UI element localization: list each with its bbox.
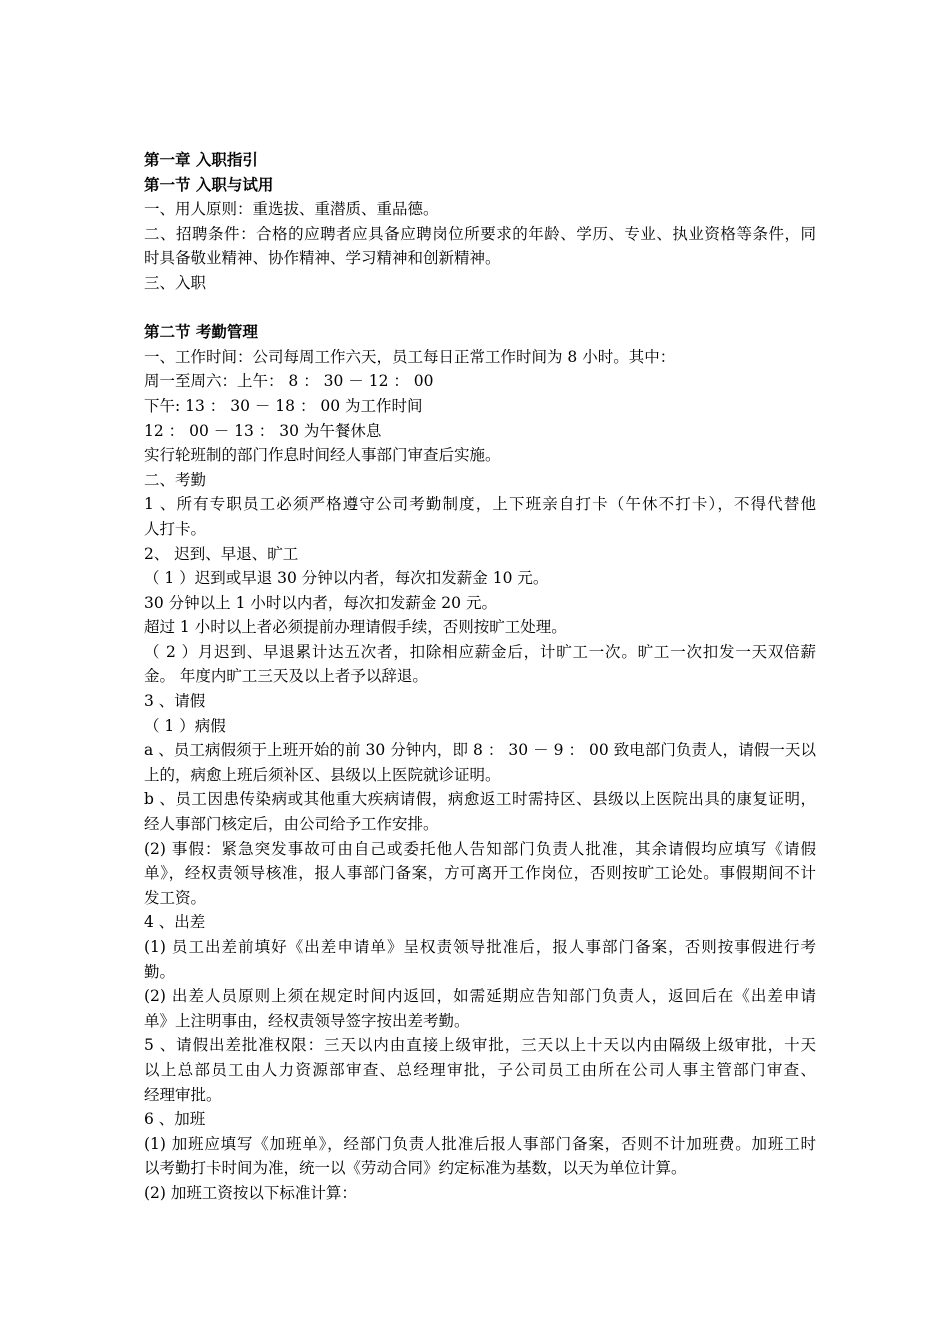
section2-title: 第二节 考勤管理: [144, 322, 258, 342]
lateness-rule-3: 超过 1 小时以上者必须提前办理请假手续，否则按旷工处理。: [144, 618, 567, 637]
leave-heading: 3 、请假: [144, 692, 206, 711]
overtime-1-line2: 以考勤打卡时间为准，统一以《劳动合同》约定标准为基数，以天为单位计算。: [144, 1159, 687, 1178]
overtime-2: (2) 加班工资按以下标准计算：: [144, 1183, 357, 1202]
work-time: 一、工作时间：公司每周工作六天，员工每日正常工作时间为 8 小时。其中：: [144, 347, 676, 366]
business-trip-heading: 4 、出差: [144, 913, 206, 932]
morning-hours: 周一至周六：上午： 8 ： 30 － 12 ： 00: [144, 372, 434, 391]
sick-leave-b-line2: 经人事部门核定后，由公司给予工作安排。: [144, 815, 439, 834]
business-trip-1-line1: (1) 员工出差前填好《出差申请单》呈权责领导批准后，报人事部门备案，否则按事假进行考: [144, 938, 816, 956]
chapter-title: 第一章 入职指引: [144, 150, 258, 169]
hiring-principle: 一、用人原则：重选拔、重潜质、重品德。: [144, 200, 439, 219]
lateness-rule-1: （ 1 ）迟到或早退 30 分钟以内者，每次扣发薪金 10 元。: [144, 569, 549, 588]
absence-rule-line2: 金。 年度内旷工三天及以上者予以辞退。: [144, 667, 428, 686]
absence-rule-line1: （ 2 ）月迟到、早退累计达五次者，扣除相应薪金后，计旷工一次。旷工一次扣发一天双倍薪: [144, 642, 816, 661]
recruitment-conditions-line1: 二、招聘条件：合格的应聘者应具备应聘岗位所要求的年龄、学历、专业、执业资格等条件，同: [144, 224, 816, 243]
sick-leave-heading: （ 1 ）病假: [144, 716, 226, 735]
clock-in-rule-line1: 1 、所有专职员工必须严格遵守公司考勤制度，上下班亲自打卡（午休不打卡），不得代替他: [144, 495, 816, 514]
sick-leave-a-line1: a 、员工病假须于上班开始的前 30 分钟内，即 8 ： 30 － 9 ： 00 致电部门负责人，请假一天以: [144, 741, 816, 760]
business-trip-2-line2: 单》上注明事由，经权责领导签字按出差考勤。: [144, 1011, 470, 1030]
recruitment-conditions-line2: 时具备敬业精神、协作精神、学习精神和创新精神。: [144, 249, 501, 268]
overtime-1-line1: (1) 加班应填写《加班单》，经部门负责人批准后报人事部门备案，否则不计加班费。加班工时: [144, 1134, 816, 1153]
afternoon-hours: 下午: 13 ： 30 － 18 ： 00 为工作时间: [144, 396, 423, 415]
clock-in-rule-line2: 人打卡。: [144, 519, 207, 538]
business-trip-1-line2: 勤。: [144, 962, 176, 981]
approval-authority-line3: 经理审批。: [144, 1085, 222, 1104]
sick-leave-a-line2: 上的，病愈上班后须补区、县级以上医院就诊证明。: [144, 765, 501, 784]
sick-leave-b-line1: b 、员工因患传染病或其他重大疾病请假，病愈返工时需持区、县级以上医院出具的康复证明，: [144, 790, 816, 809]
business-trip-2-line1: (2) 出差人员原则上须在规定时间内返回，如需延期应告知部门负责人，返回后在《出差申请: [144, 987, 816, 1006]
onboarding-heading: 三、入职: [144, 273, 207, 292]
approval-authority-line1: 5 、请假出差批准权限：三天以内由直接上级审批，三天以上十天以内由隔级上级审批，十天: [144, 1036, 816, 1055]
overtime-heading: 6 、加班: [144, 1110, 206, 1129]
attendance-heading: 二、考勤: [144, 470, 207, 489]
approval-authority-line2: 以上总部员工由人力资源部审查、总经理审批，子公司员工由所在公司人事主管部门审查、: [144, 1060, 816, 1079]
lateness-rule-2: 30 分钟以上 1 小时以内者，每次扣发薪金 20 元。: [144, 593, 497, 612]
personal-leave-line3: 发工资。: [144, 888, 207, 907]
lunch-break: 12 ： 00 － 13 ： 30 为午餐休息: [144, 421, 382, 440]
section1-title: 第一节 入职与试用: [144, 174, 274, 194]
shift-note: 实行轮班制的部门作息时间经人事部门审查后实施。: [144, 446, 501, 465]
lateness-heading: 2、 迟到、早退、旷工: [144, 544, 299, 563]
personal-leave-line1: (2) 事假：紧急突发事故可由自己或委托他人告知部门负责人批准，其余请假均应填写《请假: [144, 839, 816, 858]
personal-leave-line2: 单》，经权责领导核准，报人事部门备案，方可离开工作岗位，否则按旷工论处。事假期间不计: [144, 864, 816, 883]
document-body: [144, 148, 816, 1206]
spacer: [144, 296, 816, 321]
